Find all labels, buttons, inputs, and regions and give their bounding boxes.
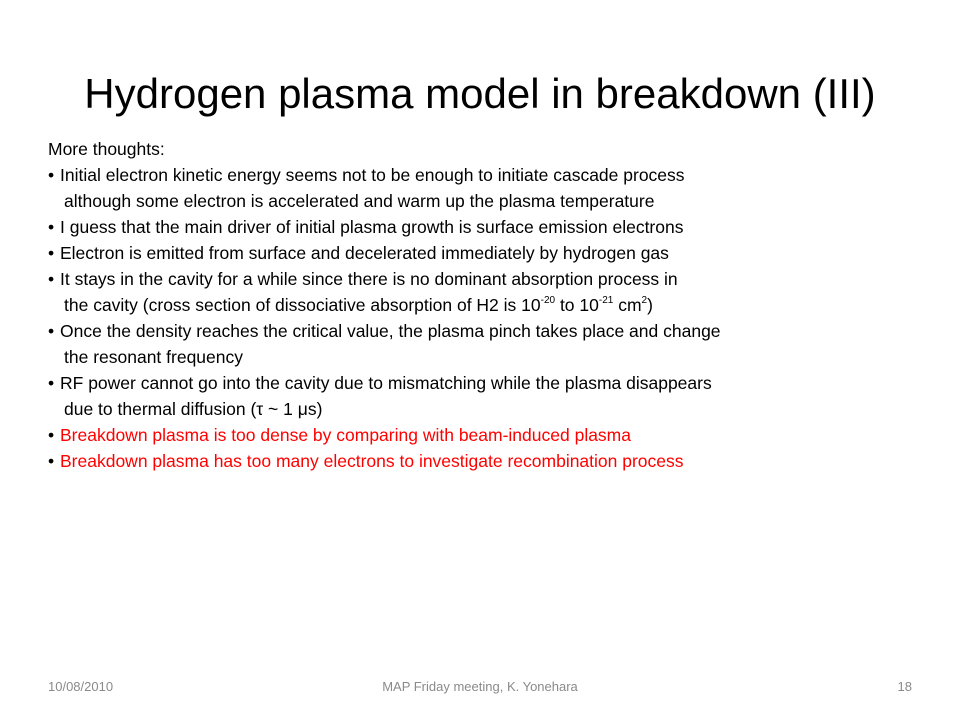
bullet-6-text-1: RF power cannot go into the cavity due to mismatching while the plasma disappears (60, 373, 712, 393)
bullet-4-line-2 (48, 292, 928, 318)
bullet-4-text-2-pre: the cavity (cross section of dissociative absorption of H2 is 10 (64, 295, 541, 315)
bullet-8-text-1: Breakdown plasma has too many electrons to investigate recombination process (60, 451, 684, 471)
bullet-8-line-1 (48, 448, 928, 474)
footer-title: MAP Friday meeting, K. Yonehara (382, 679, 578, 694)
bullet-7-text-1: Breakdown plasma is too dense by comparing with beam-induced plasma (60, 425, 631, 445)
bullet-7-line-1 (48, 422, 928, 448)
bullet-6-line-1 (48, 370, 928, 396)
bullet-1-line-1 (48, 162, 928, 188)
bullet-5-line-1 (48, 318, 928, 344)
bullet-4-unit: cm (613, 295, 642, 315)
bullet-5-text-1: Once the density reaches the critical value, the plasma pinch takes place and change (60, 321, 721, 341)
bullet-4-text-2-mid: to 10 (555, 295, 599, 315)
bullet-5-line-2 (48, 344, 928, 370)
bullet-5-text-2: the resonant frequency (64, 347, 244, 367)
exponent-3: 2 (641, 295, 648, 306)
exponent-1: -20 (540, 295, 556, 306)
intro-text: More thoughts: (48, 139, 165, 159)
bullet-2-text-1: I guess that the main driver of initial plasma growth is surface emission electrons (60, 217, 684, 237)
exponent-2: -21 (598, 295, 614, 306)
bullet-4-text-1: It stays in the cavity for a while since there is no dominant absorption process in (60, 269, 678, 289)
bullet-1-text-2: although some electron is accelerated and warm up the plasma temperature (64, 191, 655, 211)
slide-body (48, 136, 928, 474)
slide-number: 18 (897, 679, 912, 694)
bullet-2-line-1 (48, 214, 928, 240)
bullet-4-close: ) (647, 295, 653, 315)
bullet-3-line-1 (48, 240, 928, 266)
bullet-6-line-2 (48, 396, 928, 422)
bullet-1-text-1: Initial electron kinetic energy seems not to be enough to initiate cascade process (60, 165, 685, 185)
bullet-4-line-1 (48, 266, 928, 292)
bullet-1-line-2 (48, 188, 928, 214)
bullet-3-text-1: Electron is emitted from surface and decelerated immediately by hydrogen gas (60, 243, 669, 263)
bullet-6-text-2: due to thermal diffusion (τ ~ 1 μs) (64, 399, 323, 419)
slide-title: Hydrogen plasma model in breakdown (III) (84, 70, 876, 117)
footer-date: 10/08/2010 (48, 679, 114, 694)
